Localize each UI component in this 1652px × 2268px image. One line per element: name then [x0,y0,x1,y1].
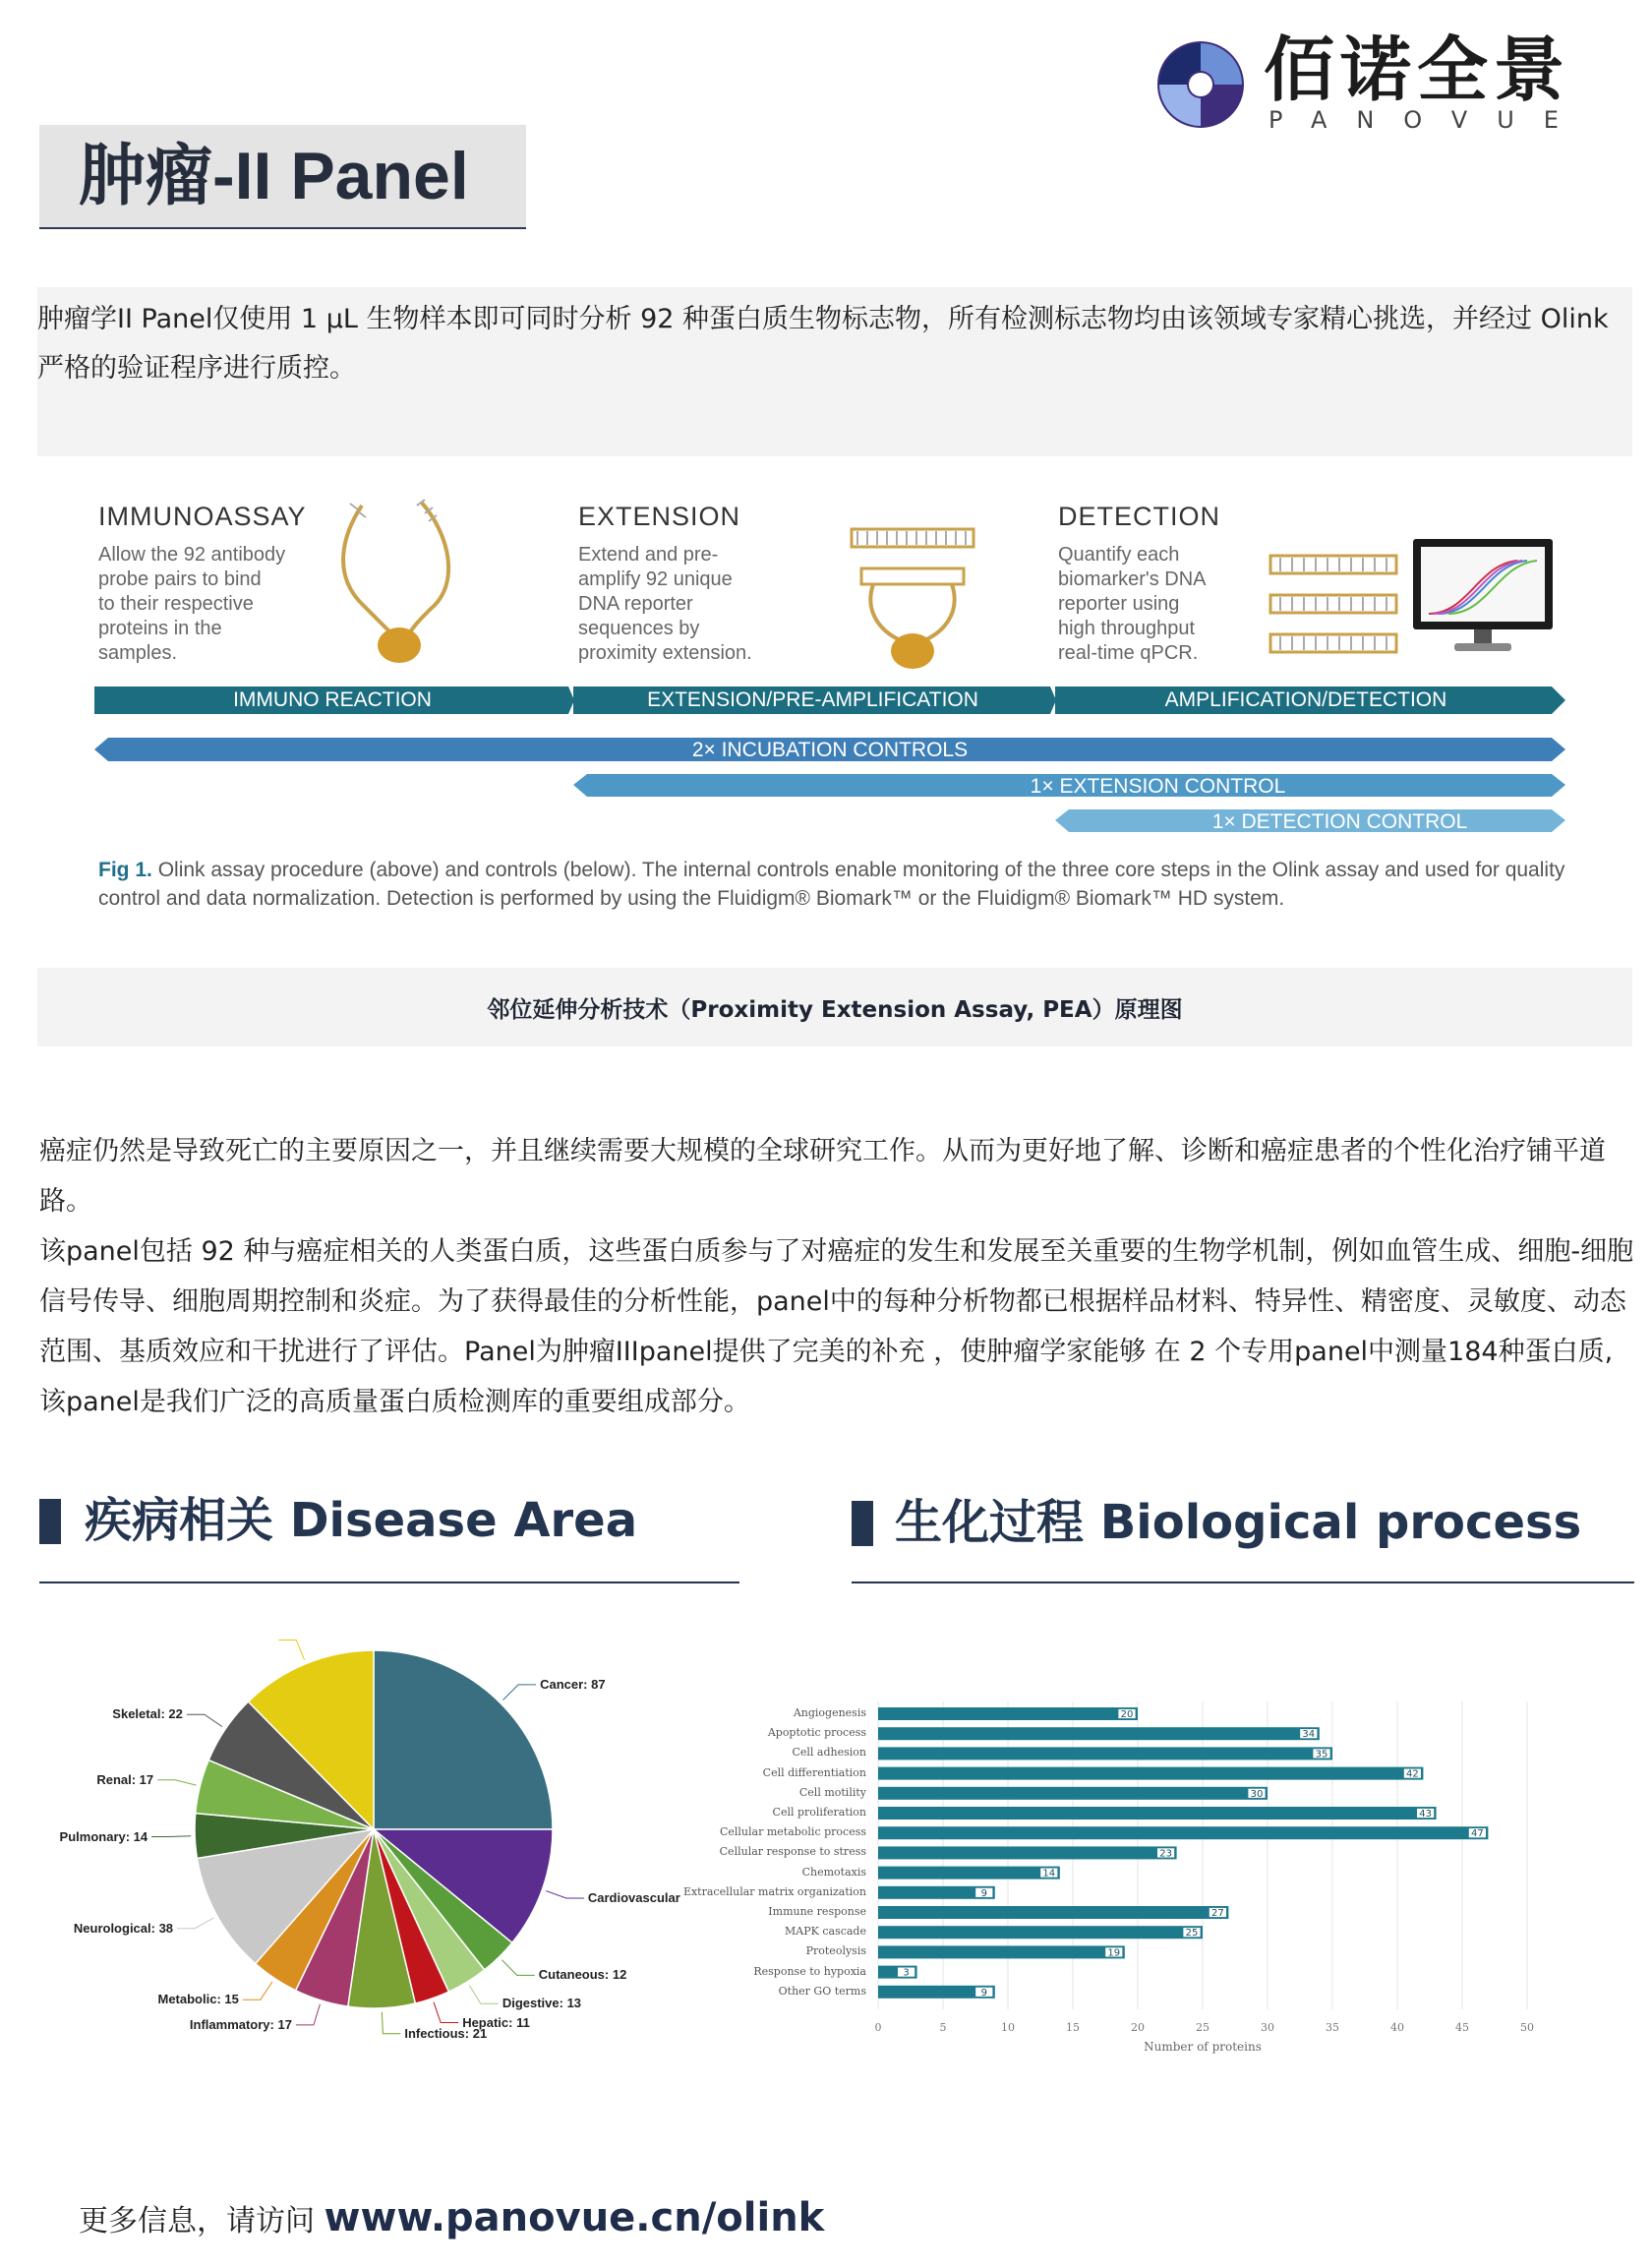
bar-category-label: Cell adhesion [792,1746,866,1760]
section-rule-bio [852,1582,1634,1583]
bar-category-label: Apoptotic process [767,1726,866,1740]
pie-label-pulmonary: Pulmonary: 14 [59,1828,148,1844]
bar-x-axis-label: Number of proteins [1144,2040,1262,2054]
footer [79,2195,824,2240]
logo-en-text: PANOVUE [1268,106,1588,134]
bar-value-label: 25 [1185,1928,1199,1940]
pie-label-renal: Renal: 17 [96,1771,154,1787]
bar-category-label: Cell motility [798,1785,866,1799]
pie-label-cardiovascular: Cardiovascular [587,1889,680,1905]
bar-x-tick: 10 [1001,2021,1015,2034]
body-paragraph-1: 癌症仍然是导致死亡的主要原因之一，并且继续需要大规模的全球研究工作。从而为更好地了解、诊断和癌症患者的个性化治疗铺平道路。 [39,1136,1606,1217]
pie-label-metabolic: Metabolic: 15 [157,1992,239,2007]
disease-pie-chart [39,1633,688,2046]
pie-label-skeletal: Skeletal: 22 [112,1706,183,1722]
bar-value-label: 9 [980,1887,987,1899]
arrow-immuno-label: IMMUNO REACTION [233,688,432,711]
section-title-disease: 疾病相关 Disease Area [85,1493,638,1548]
bar-value-label: 30 [1250,1788,1264,1800]
figure-caption-text: Olink assay procedure (above) and controls (below). The internal controls enable monitoring of the three core steps in the Olink assay and used for quality control and data normalization. Detection is performed by using the Fluidigm® Biomark™ or the Fluidigm® Biomark™ HD system. [98,859,1565,910]
arrow-detection-label: AMPLIFICATION/DETECTION [1164,688,1447,711]
bar-value-label: 42 [1406,1768,1419,1780]
bar-category-label: Extracellular matrix organization [682,1884,866,1898]
bar-value-label: 47 [1471,1828,1484,1840]
footer-url-link[interactable]: www.panovue.cn/olink [324,2195,825,2240]
bar-category-label: Angiogenesis [793,1706,866,1719]
bar-x-tick: 35 [1326,2021,1339,2034]
bio-process-bar-chart [682,1692,1573,2056]
pie-label-hepatic: Hepatic: 11 [462,2014,530,2030]
stage-title-detection: DETECTION [1058,502,1221,531]
body-text [39,1126,1634,1427]
panovue-logo-icon [1155,39,1246,130]
logo-cn-text: 佰诺全景 [1264,29,1571,111]
bar-category-label: MAPK cascade [785,1925,866,1939]
figure-caption-en [98,856,1593,913]
section-bar-bio [852,1501,873,1546]
bar-x-tick: 40 [1390,2021,1404,2034]
bar-value-label: 14 [1042,1868,1056,1880]
bar-category-label: Cell differentiation [762,1765,866,1779]
section-rule-disease [39,1582,739,1583]
pea-figure [37,456,1632,968]
bar-category-label: Proteolysis [805,1944,866,1958]
stage-title-extension: EXTENSION [578,502,741,531]
bar-value-label: 23 [1159,1848,1172,1860]
figure-caption-cn: 邻位延伸分析技术（Proximity Extension Assay, PEA）原理图 [487,997,1183,1023]
bar-x-tick: 25 [1196,2021,1210,2034]
bar-category-labels [682,1692,1573,2056]
bar-category-label: Chemotaxis [801,1865,866,1879]
stage-title-immunoassay: IMMUNOASSAY [98,502,307,531]
stage-desc-extension: Extend and pre- amplify 92 unique DNA reporter sequences by proximity extension. [578,544,752,664]
page-title-box [39,125,526,229]
bar-x-tick: 45 [1455,2021,1469,2034]
bar-category-label: Immune response [768,1905,866,1918]
bar-x-tick: 30 [1261,2021,1274,2034]
stage-desc-detection: Quantify each biomarker's DNA reporter using high throughput real-time qPCR. [1058,544,1207,664]
pie-label-cancer: Cancer: 87 [540,1676,606,1692]
pie-label-inflammatory: Inflammatory: 17 [189,2016,292,2032]
bar-value-label: 27 [1211,1908,1224,1919]
stage-desc-immunoassay: Allow the 92 antibody probe pairs to bind to their respective proteins in the samples. [98,544,286,664]
bar-value-label: 3 [903,1967,910,1979]
bar-value-label: 19 [1107,1947,1121,1959]
bar-category-label: Response to hypoxia [753,1964,866,1978]
control-incubation-label: 2× INCUBATION CONTROLS [691,739,969,761]
pie-label-infectious: Infectious: 21 [404,2025,488,2041]
bar-value-label: 43 [1419,1809,1432,1820]
section-bar-disease [39,1499,61,1544]
bar-value-label: 34 [1302,1729,1316,1741]
pie-label-digestive: Digestive: 13 [502,1996,582,2011]
bar-x-tick: 50 [1520,2021,1534,2034]
bar-category-label: Cell proliferation [772,1806,866,1819]
pie-label-cutaneous: Cutaneous: 12 [538,1967,627,1983]
control-detection-label: 1× DETECTION CONTROL [1211,810,1468,833]
bar-value-label: 9 [980,1987,987,1999]
bar-x-tick: 0 [874,2021,882,2034]
bar-value-label: 35 [1315,1749,1328,1761]
bar-category-label: Other GO terms [778,1984,866,1998]
bar-x-tick: 5 [939,2021,947,2034]
bar-x-tick: 15 [1066,2021,1080,2034]
footer-text: 更多信息，请访问 [79,2204,315,2238]
bar-value-label: 20 [1120,1709,1134,1720]
intro-paragraph: 肿瘤学II Panel仅使用 1 μL 生物样本即可同时分析 92 种蛋白质生物标志物，所有检测标志物均由该领域专家精心挑选，并经过 Olink 严格的验证程序进行质控。 [37,287,1632,456]
section-title-bio: 生化过程 Biological process [895,1495,1582,1550]
page-title: 肿瘤-II Panel [79,139,469,213]
bar-category-label: Cellular metabolic process [719,1825,866,1839]
pie-labels [39,1633,688,2046]
body-paragraph-2: 该panel包括 92 种与癌症相关的人类蛋白质，这些蛋白质参与了对癌症的发生和发展至关重要的生物学机制，例如血管生成、细胞-细胞信号传导、细胞周期控制和炎症。为了获得最佳的分析性能，panel中的每种分析物都已根据样品材料、特异性、精密度、灵敏度、动态范围、基质效应和干扰进行了评估。Panel为肿瘤IIIpanel提供了完美的补充 ，使肿瘤学家能够 在 2 个专用panel中测量184种蛋白质,该panel是我们广泛的高质量蛋白质检测库的重要组成部分。 [39,1236,1634,1417]
arrow-extension-label: EXTENSION/PRE-AMPLIFICATION [647,688,978,711]
figure-label: Fig 1. [98,859,152,881]
bar-x-tick: 20 [1131,2021,1145,2034]
control-extension-label: 1× EXTENSION CONTROL [1030,775,1286,798]
pie-label-neurological: Neurological: 38 [73,1920,174,1936]
bar-category-label: Cellular response to stress [719,1845,866,1859]
